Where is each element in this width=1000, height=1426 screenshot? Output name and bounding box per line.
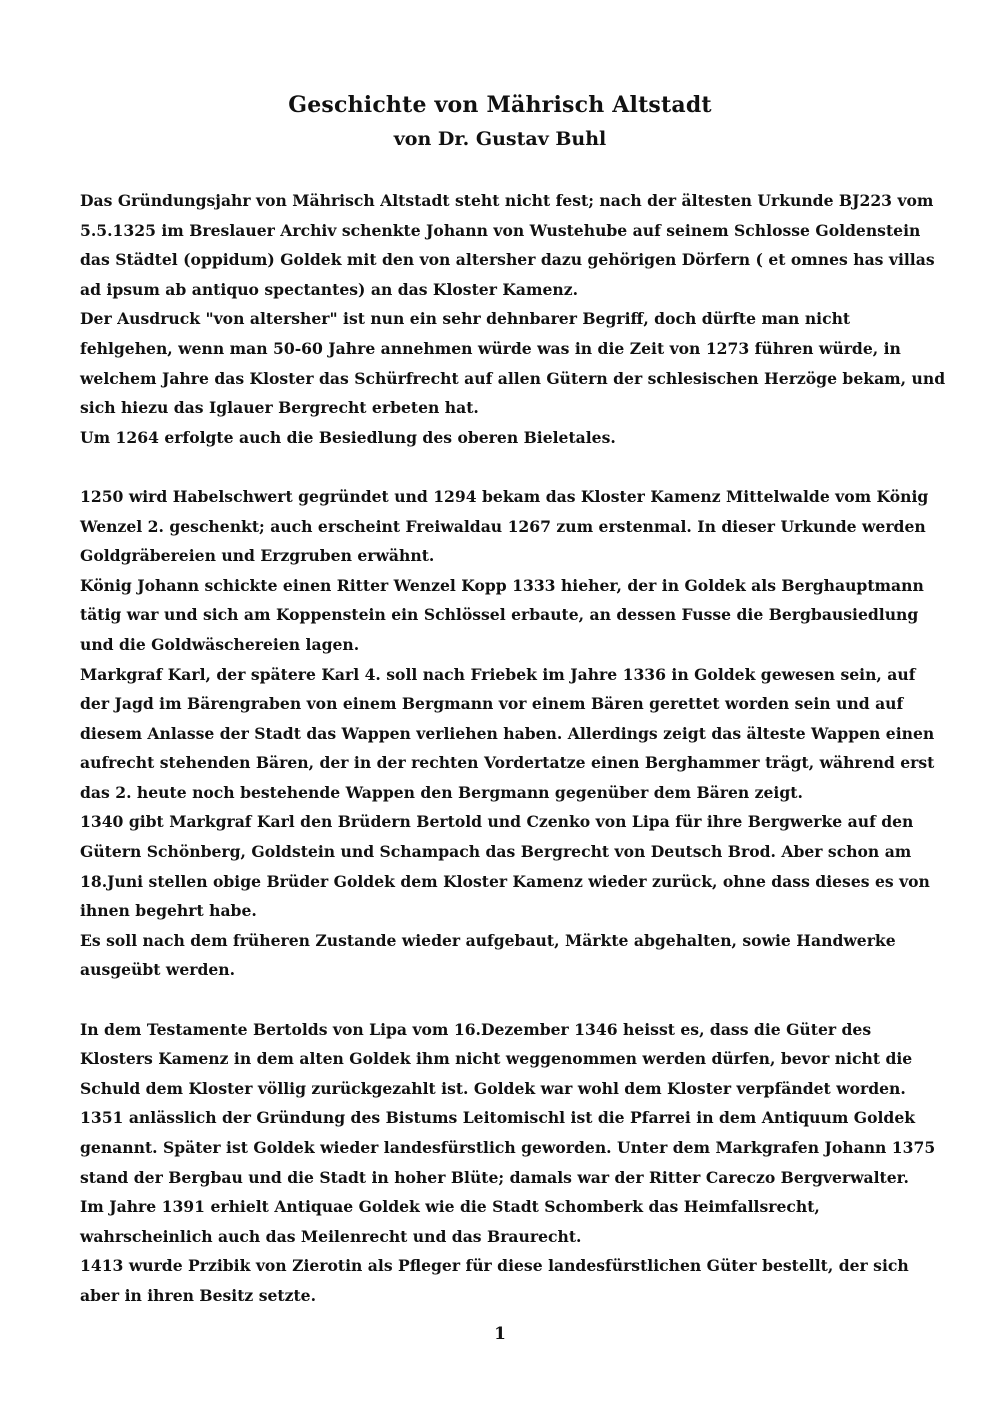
paragraph: 1250 wird Habelschwert gegründet und 1294 bekam das Kloster Kamenz Mittelwalde vom König Wenzel 2. geschenkt; auch erscheint Freiwaldau 1267 zum erstenmal. In dieser Urkunde werden Goldgräbereien und Erzgruben erwähnt.: [80, 486, 929, 566]
document-body: [80, 186, 948, 1311]
paragraph: Um 1264 erfolgte auch die Besiedlung des oberen Bieletales.: [80, 427, 616, 447]
paragraph: 1351 anlässlich der Gründung des Bistums Leitomischl ist die Pfarrei in dem Antiquum Goldek genannt. Später ist Goldek wieder landesfürstlich geworden. Unter dem Markgrafen Johann 1375 stand der Bergbau und die Stadt in hoher Blüte; damals war der Ritter Careczo Bergverwalter.: [80, 1108, 936, 1187]
document-author: von Dr. Gustav Buhl: [393, 128, 607, 150]
paragraph: Im Jahre 1391 erhielt Antiquae Goldek wie die Stadt Schomberk das Heimfallsrecht, wahrscheinlich auch das Meilenrecht und das Braurecht.: [80, 1197, 820, 1246]
document-title: Geschichte von Mährisch Altstadt: [288, 92, 712, 118]
paragraph: König Johann schickte einen Ritter Wenzel Kopp 1333 hieher, der in Goldek als Berghauptmann tätig war und sich am Koppenstein ein Schlössel erbaute, an dessen Fusse die Bergbausiedlung und die Goldwäschereien lagen.: [80, 575, 924, 654]
paragraph-spacer: [80, 452, 948, 482]
paragraph: Das Gründungsjahr von Mährisch Altstadt steht nicht fest; nach der ältesten Urkunde BJ223 vom 5.5.1325 im Breslauer Archiv schenkte Johann von Wustehube auf seinem Schlosse Goldenstein das Städtel (oppidum) Goldek mit den von altersher dazu gehörigen Dörfern ( et omnes has villas ad ipsum ab antiquo spectantes) an das Kloster Kamenz.: [80, 191, 935, 299]
paragraph: Es soll nach dem früheren Zustande wieder aufgebaut, Märkte abgehalten, sowie Handwerke ausgeübt werden.: [80, 930, 896, 980]
paragraph: In dem Testamente Bertolds von Lipa vom 16.Dezember 1346 heisst es, dass die Güter des Klosters Kamenz in dem alten Goldek ihm nicht weggenommen werden dürfen, bevor nicht die Schuld dem Kloster völlig zurückgezahlt ist. Goldek war wohl dem Kloster verpfändet worden.: [80, 1019, 913, 1098]
paragraph: Markgraf Karl, der spätere Karl 4. soll nach Friebek im Jahre 1336 in Goldek gewesen sein, auf der Jagd im Bärengraben von einem Bergmann vor einem Bären gerettet worden sein und auf diesem Anlasse der Stadt das Wappen verliehen haben. Allerdings zeigt das älteste Wappen einen aufrecht stehenden Bären, der in der rechten Vordertatze einen Berghammer trägt, während erst das 2. heute noch bestehende Wappen den Bergmann gegenüber dem Bären zeigt.: [80, 664, 935, 802]
paragraph: Der Ausdruck "von altersher" ist nun ein sehr dehnbarer Begriff, doch dürfte man nicht fehlgehen, wenn man 50-60 Jahre annehmen würde was in die Zeit von 1273 führen würde, in welchem Jahre das Kloster das Schürfrecht auf allen Gütern der schlesischen Herzöge bekam, und sich hiezu das Iglauer Bergrecht erbeten hat.: [80, 309, 946, 418]
paragraph: 1413 wurde Przibik von Zierotin als Pfleger für diese landesfürstlichen Güter bestellt, der sich aber in ihren Besitz setzte.: [80, 1256, 909, 1305]
paragraph: 1340 gibt Markgraf Karl den Brüdern Bertold und Czenko von Lipa für ihre Bergwerke auf den Gütern Schönberg, Goldstein und Schampach das Bergrecht von Deutsch Brod. Aber schon am 18.Juni stellen obige Brüder Goldek dem Kloster Kamenz wieder zurück, ohne dass dieses es von ihnen begehrt habe.: [80, 812, 930, 921]
paragraph-spacer: [80, 985, 948, 1015]
page-number: 1: [494, 1324, 506, 1344]
